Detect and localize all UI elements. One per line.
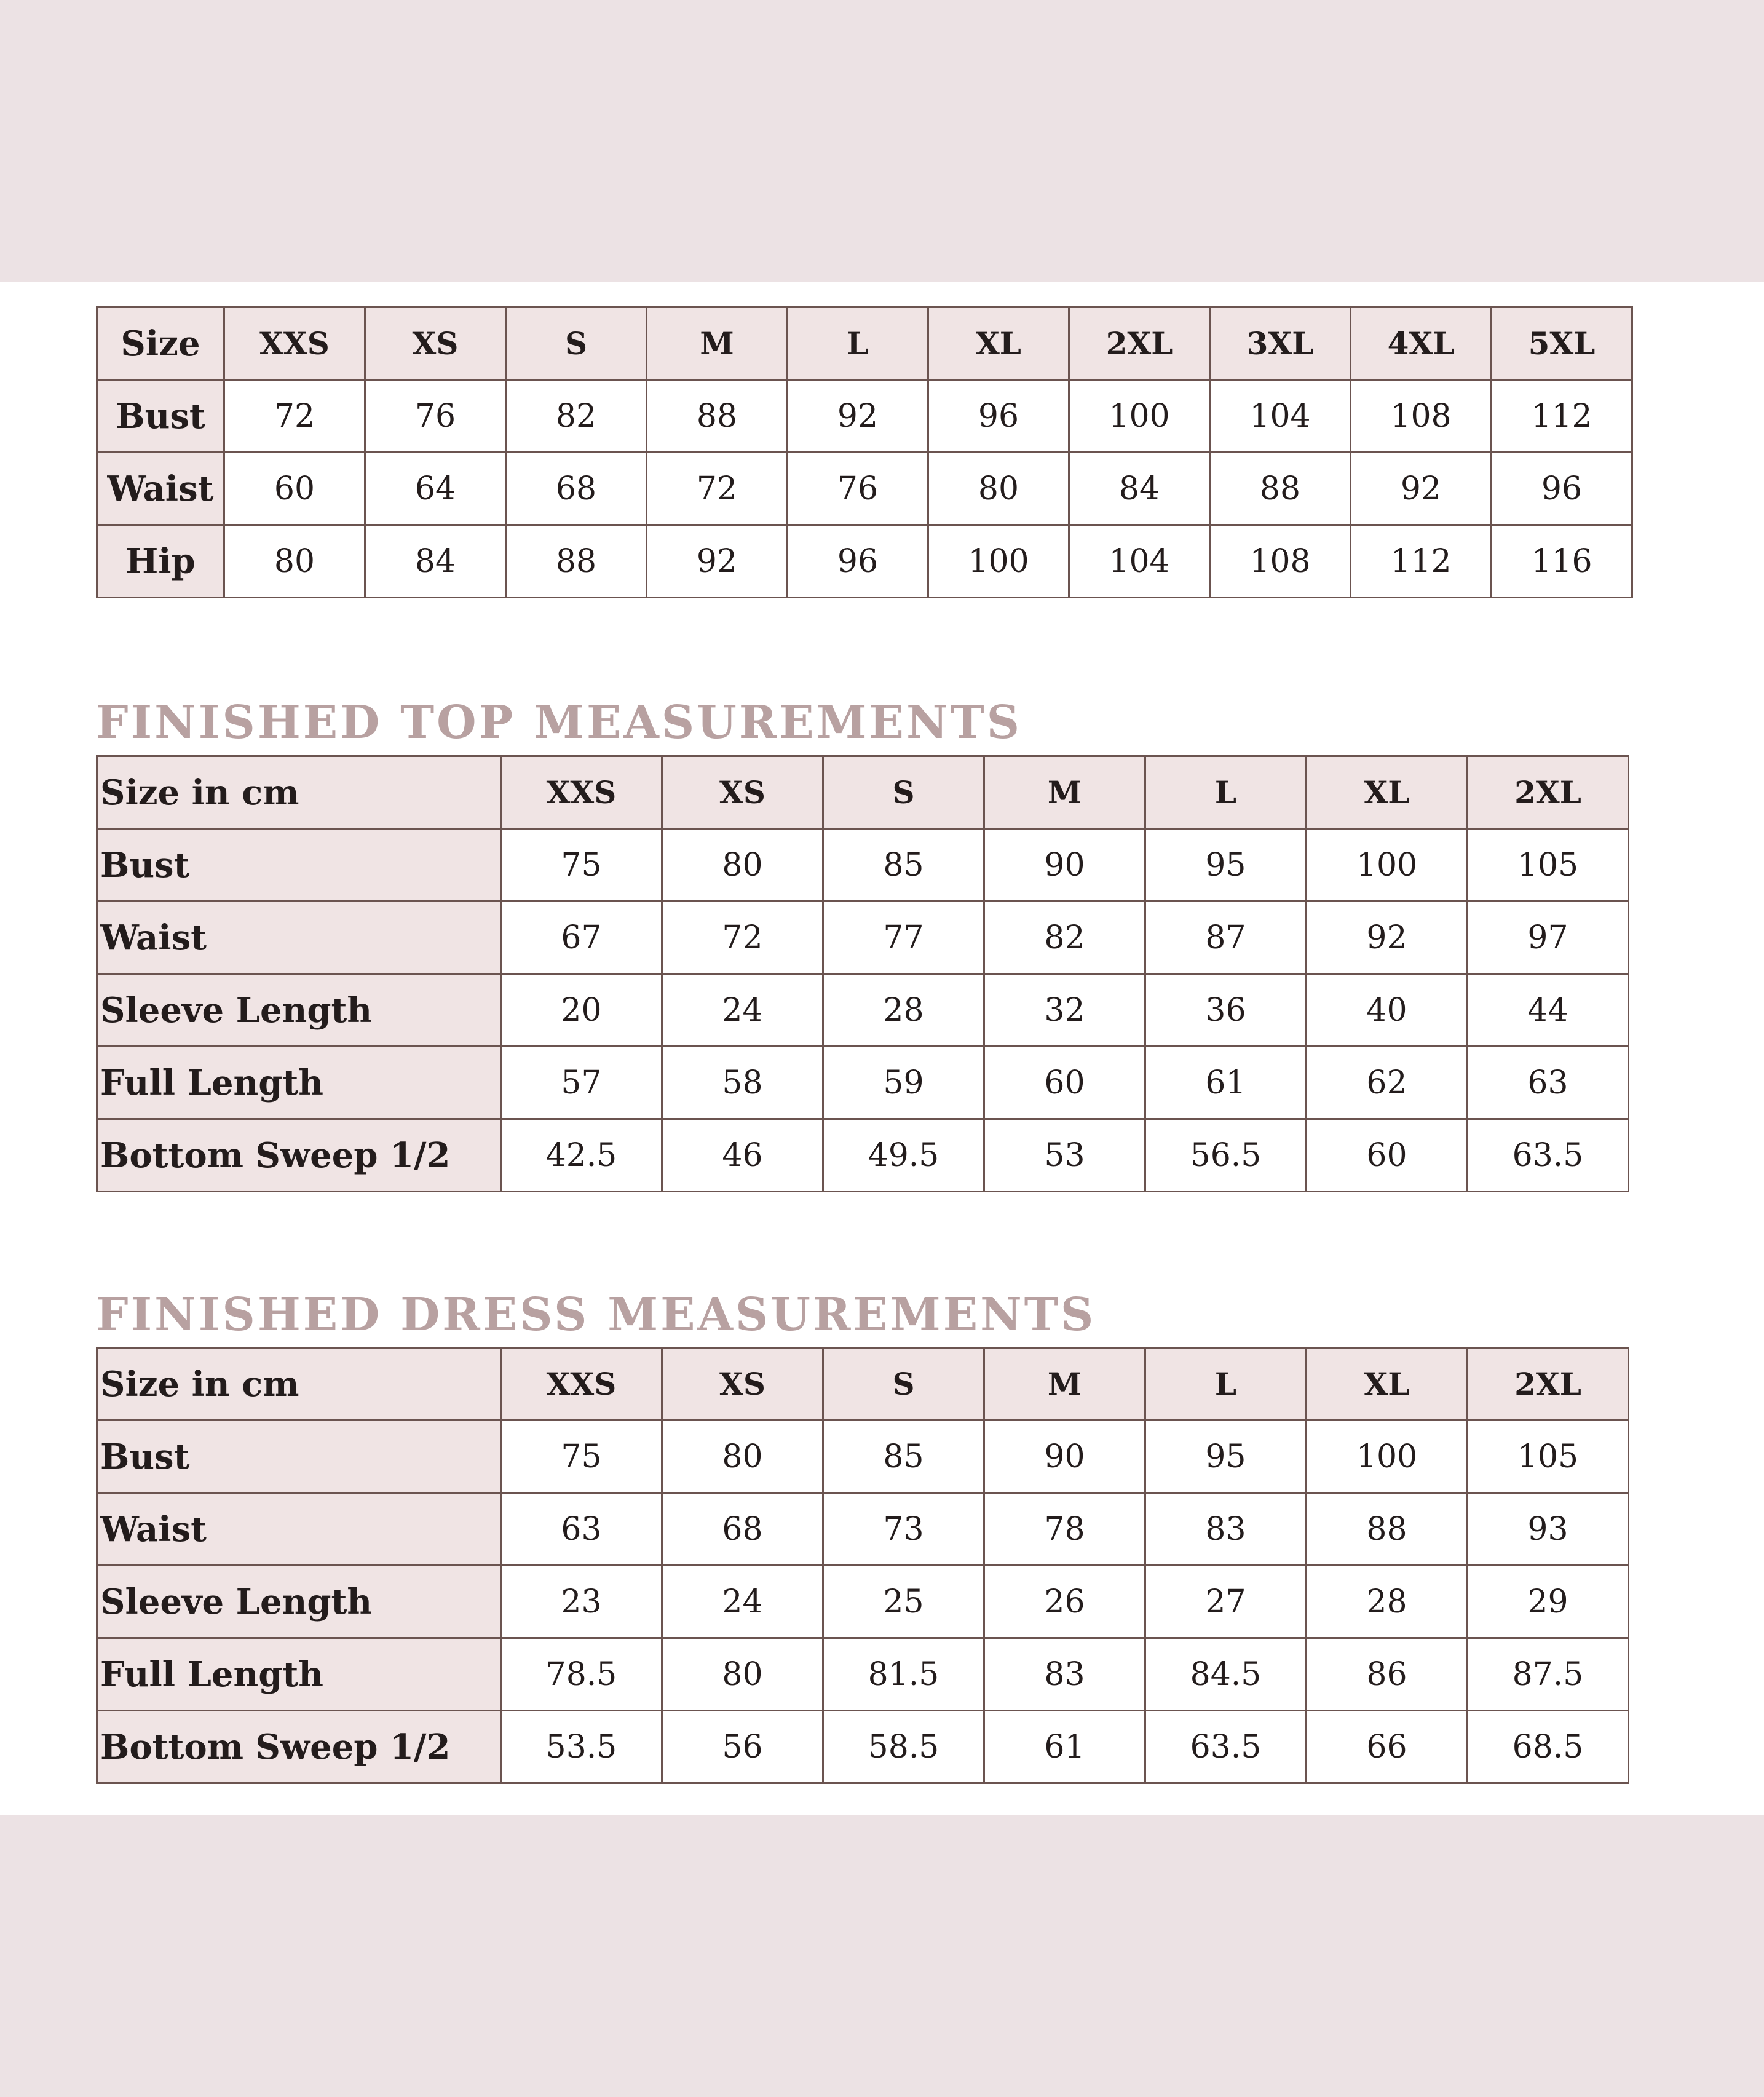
table-cell: 60 [1307, 1119, 1468, 1192]
row-label: Bottom Sweep 1/2 [97, 1119, 501, 1192]
table-cell: 46 [662, 1119, 823, 1192]
header-cell-l: L [1145, 1348, 1307, 1421]
table-cell: 63.5 [1468, 1119, 1629, 1192]
table-cell: 88 [1307, 1493, 1468, 1566]
top-background-band [0, 0, 1764, 282]
table-row-full-length [97, 1047, 1629, 1119]
table-cell: 61 [1145, 1047, 1307, 1119]
table-cell: 85 [823, 1421, 984, 1493]
table-row-bust [97, 380, 1632, 453]
section-title-top: FINISHED TOP MEASUREMENTS [96, 696, 1022, 749]
table-cell: 63 [501, 1493, 662, 1566]
table-cell: 24 [662, 1566, 823, 1638]
table-cell: 104 [1210, 380, 1351, 453]
table-cell: 92 [647, 525, 788, 598]
row-label: Waist [97, 1493, 501, 1566]
dress-table-header-row [97, 1348, 1629, 1421]
header-cell-2xl: 2XL [1468, 1348, 1629, 1421]
table-cell: 80 [224, 525, 365, 598]
header-cell-s: S [506, 307, 647, 380]
table-cell: 84.5 [1145, 1638, 1307, 1711]
table-cell: 57 [501, 1047, 662, 1119]
table-cell: 20 [501, 974, 662, 1047]
table-cell: 104 [1069, 525, 1210, 598]
table-cell: 42.5 [501, 1119, 662, 1192]
header-cell-xxs: XXS [501, 1348, 662, 1421]
header-cell-s: S [823, 756, 984, 829]
table-cell: 75 [501, 829, 662, 902]
row-label: Bust [97, 380, 224, 453]
bottom-background-band [0, 1815, 1764, 2097]
table-cell: 100 [1307, 1421, 1468, 1493]
table-row-waist [97, 902, 1629, 974]
table-cell: 56 [662, 1711, 823, 1783]
header-cell-m: M [647, 307, 788, 380]
body-size-table [96, 306, 1633, 598]
row-label: Sleeve Length [97, 974, 501, 1047]
table-cell: 83 [1145, 1493, 1307, 1566]
table-cell: 90 [984, 829, 1145, 902]
table-cell: 80 [662, 829, 823, 902]
table-cell: 92 [1351, 453, 1492, 525]
table-cell: 112 [1492, 380, 1632, 453]
table-cell: 95 [1145, 1421, 1307, 1493]
header-cell-xs: XS [662, 756, 823, 829]
header-cell-xxs: XXS [224, 307, 365, 380]
table-cell: 82 [506, 380, 647, 453]
header-cell-size-in-cm: Size in cm [97, 1348, 501, 1421]
table-cell: 56.5 [1145, 1119, 1307, 1192]
table-row-waist [97, 453, 1632, 525]
table-cell: 40 [1307, 974, 1468, 1047]
table-cell: 80 [662, 1421, 823, 1493]
row-label: Sleeve Length [97, 1566, 501, 1638]
section-title-dress: FINISHED DRESS MEASUREMENTS [96, 1288, 1096, 1341]
table-cell: 62 [1307, 1047, 1468, 1119]
header-cell-m: M [984, 1348, 1145, 1421]
table-cell: 49.5 [823, 1119, 984, 1192]
header-cell-size-in-cm: Size in cm [97, 756, 501, 829]
header-cell-l: L [788, 307, 928, 380]
dress-measurements-table [96, 1347, 1629, 1784]
table-cell: 26 [984, 1566, 1145, 1638]
header-cell-xl: XL [1307, 756, 1468, 829]
table-cell: 24 [662, 974, 823, 1047]
table-row-bust [97, 829, 1629, 902]
table-cell: 28 [1307, 1566, 1468, 1638]
row-label: Bust [97, 829, 501, 902]
table-cell: 27 [1145, 1566, 1307, 1638]
top-table-header-row [97, 756, 1629, 829]
table-cell: 58 [662, 1047, 823, 1119]
header-cell-xl: XL [928, 307, 1069, 380]
table-cell: 87.5 [1468, 1638, 1629, 1711]
table-cell: 116 [1492, 525, 1632, 598]
table-cell: 76 [365, 380, 506, 453]
table-cell: 84 [365, 525, 506, 598]
table-cell: 93 [1468, 1493, 1629, 1566]
table-cell: 78.5 [501, 1638, 662, 1711]
table-cell: 75 [501, 1421, 662, 1493]
header-cell-xxs: XXS [501, 756, 662, 829]
row-label: Full Length [97, 1638, 501, 1711]
header-cell-2xl: 2XL [1468, 756, 1629, 829]
header-cell-m: M [984, 756, 1145, 829]
row-label: Full Length [97, 1047, 501, 1119]
header-cell-4xl: 4XL [1351, 307, 1492, 380]
row-label: Bust [97, 1421, 501, 1493]
table-row-full-length [97, 1638, 1629, 1711]
body-table-header-row [97, 307, 1632, 380]
row-label: Waist [97, 902, 501, 974]
table-cell: 80 [662, 1638, 823, 1711]
table-cell: 68 [662, 1493, 823, 1566]
table-cell: 86 [1307, 1638, 1468, 1711]
table-row-bust [97, 1421, 1629, 1493]
table-row-waist [97, 1493, 1629, 1566]
table-row-sleeve-length [97, 974, 1629, 1047]
table-cell: 92 [1307, 902, 1468, 974]
table-cell: 60 [984, 1047, 1145, 1119]
table-row-bottom-sweep [97, 1711, 1629, 1783]
table-cell: 100 [1069, 380, 1210, 453]
table-cell: 81.5 [823, 1638, 984, 1711]
table-cell: 80 [928, 453, 1069, 525]
table-cell: 97 [1468, 902, 1629, 974]
table-cell: 72 [224, 380, 365, 453]
table-cell: 88 [506, 525, 647, 598]
table-row-sleeve-length [97, 1566, 1629, 1638]
table-cell: 64 [365, 453, 506, 525]
table-cell: 87 [1145, 902, 1307, 974]
table-cell: 100 [928, 525, 1069, 598]
header-cell-xs: XS [662, 1348, 823, 1421]
table-cell: 58.5 [823, 1711, 984, 1783]
table-cell: 105 [1468, 1421, 1629, 1493]
table-cell: 32 [984, 974, 1145, 1047]
table-cell: 68.5 [1468, 1711, 1629, 1783]
table-cell: 23 [501, 1566, 662, 1638]
header-cell-xs: XS [365, 307, 506, 380]
table-cell: 96 [788, 525, 928, 598]
table-cell: 84 [1069, 453, 1210, 525]
header-cell-2xl: 2XL [1069, 307, 1210, 380]
table-cell: 53 [984, 1119, 1145, 1192]
table-cell: 82 [984, 902, 1145, 974]
header-cell-5xl: 5XL [1492, 307, 1632, 380]
table-cell: 66 [1307, 1711, 1468, 1783]
table-cell: 63.5 [1145, 1711, 1307, 1783]
table-cell: 60 [224, 453, 365, 525]
table-cell: 100 [1307, 829, 1468, 902]
table-cell: 96 [1492, 453, 1632, 525]
table-cell: 95 [1145, 829, 1307, 902]
top-measurements-table [96, 755, 1629, 1192]
table-cell: 88 [1210, 453, 1351, 525]
table-cell: 108 [1210, 525, 1351, 598]
header-cell-3xl: 3XL [1210, 307, 1351, 380]
table-cell: 85 [823, 829, 984, 902]
table-cell: 108 [1351, 380, 1492, 453]
table-cell: 105 [1468, 829, 1629, 902]
table-cell: 76 [788, 453, 928, 525]
table-cell: 25 [823, 1566, 984, 1638]
table-cell: 28 [823, 974, 984, 1047]
table-cell: 78 [984, 1493, 1145, 1566]
table-cell: 63 [1468, 1047, 1629, 1119]
table-cell: 72 [662, 902, 823, 974]
table-cell: 72 [647, 453, 788, 525]
table-row-hip [97, 525, 1632, 598]
table-cell: 67 [501, 902, 662, 974]
row-label: Waist [97, 453, 224, 525]
table-cell: 59 [823, 1047, 984, 1119]
table-cell: 92 [788, 380, 928, 453]
table-cell: 44 [1468, 974, 1629, 1047]
table-cell: 73 [823, 1493, 984, 1566]
table-cell: 77 [823, 902, 984, 974]
table-cell: 29 [1468, 1566, 1629, 1638]
table-row-bottom-sweep [97, 1119, 1629, 1192]
table-cell: 83 [984, 1638, 1145, 1711]
table-cell: 53.5 [501, 1711, 662, 1783]
table-cell: 61 [984, 1711, 1145, 1783]
row-label: Hip [97, 525, 224, 598]
table-cell: 36 [1145, 974, 1307, 1047]
table-cell: 90 [984, 1421, 1145, 1493]
table-cell: 96 [928, 380, 1069, 453]
header-cell-s: S [823, 1348, 984, 1421]
row-label: Bottom Sweep 1/2 [97, 1711, 501, 1783]
table-cell: 68 [506, 453, 647, 525]
header-cell-xl: XL [1307, 1348, 1468, 1421]
table-cell: 88 [647, 380, 788, 453]
header-cell-l: L [1145, 756, 1307, 829]
header-cell-size: Size [97, 307, 224, 380]
table-cell: 112 [1351, 525, 1492, 598]
